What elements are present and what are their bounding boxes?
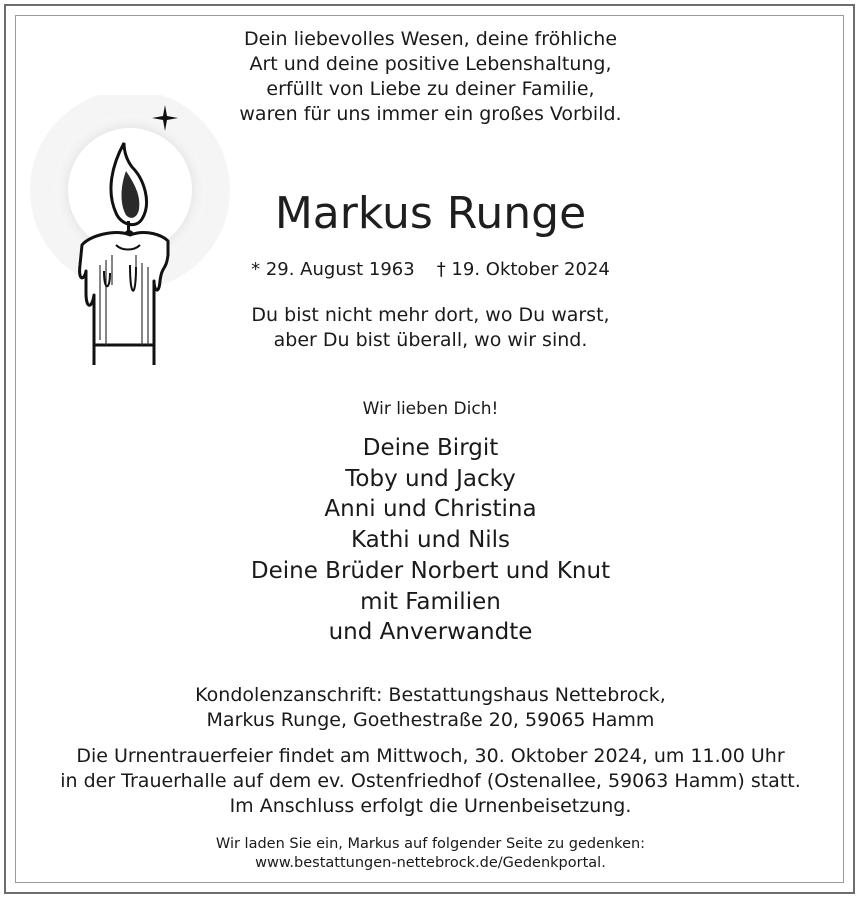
memorial-invite (0, 835, 861, 873)
mourners-list (0, 433, 861, 648)
verse-line: Art und deine positive Lebenshaltung, (249, 53, 612, 75)
invite-line: Wir laden Sie ein, Markus auf folgender Seite zu gedenken: (215, 836, 646, 852)
deceased-name: Markus Runge (274, 188, 587, 239)
service-line: Die Urnentrauerfeier findet am Mittwoch, 30. Oktober 2024, um 11.00 Uhr (76, 745, 785, 767)
address-line: Kondolenzanschrift: Bestattungshaus Nettebrock, (195, 684, 666, 706)
verse (0, 27, 861, 127)
verse-line: erfüllt von Liebe zu deiner Familie, (266, 78, 595, 100)
mourner: Kathi und Nils (350, 527, 511, 554)
death-date: † 19. Oktober 2024 (436, 259, 610, 280)
deceased-name-block (0, 188, 861, 239)
memorial-portal-link[interactable]: www.bestattungen-nettebrock.de/Gedenkportal. (255, 855, 606, 871)
quote (0, 303, 861, 353)
mourner: Anni und Christina (324, 496, 537, 523)
quote-line: Du bist nicht mehr dort, wo Du warst, (251, 304, 610, 326)
service-info (0, 744, 861, 819)
mourner: Deine Birgit (362, 435, 499, 461)
condolence-address (0, 683, 861, 733)
mourner: Toby und Jacky (345, 465, 516, 492)
birth-date: * 29. August 1963 (251, 259, 415, 280)
service-line: in der Trauerhalle auf dem ev. Ostenfriedhof (Ostenallee, 59063 Hamm) statt. (60, 770, 801, 792)
mourner: mit Familien (360, 588, 501, 615)
closing-line: Wir lieben Dich! (362, 399, 499, 419)
mourner: Deine Brüder Norbert und Knut (250, 557, 611, 584)
mourner: und Anverwandte (328, 619, 533, 646)
verse-line: Dein liebevolles Wesen, deine fröhliche (243, 28, 618, 50)
service-line: Im Anschluss erfolgt die Urnenbeisetzung. (229, 795, 632, 817)
quote-line: aber Du bist überall, wo wir sind. (273, 329, 588, 351)
verse-line: waren für uns immer ein großes Vorbild. (239, 103, 622, 125)
life-dates (0, 258, 861, 282)
address-line: Markus Runge, Goethestraße 20, 59065 Hamm (206, 709, 655, 731)
